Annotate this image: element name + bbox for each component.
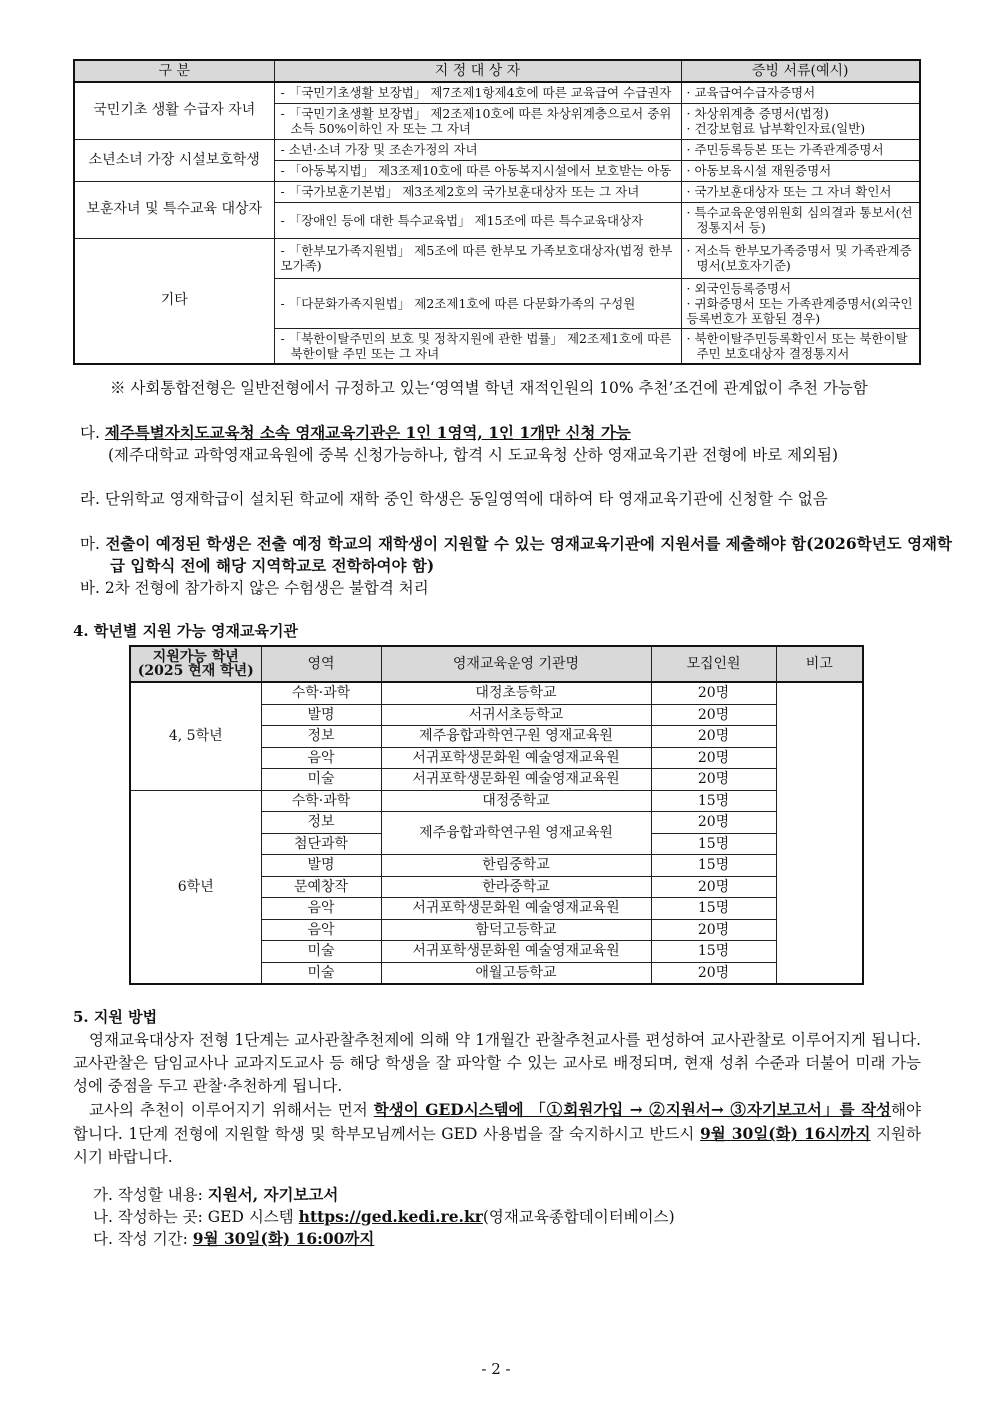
recruit-cell: 20명 <box>651 769 776 791</box>
item-da-text: 제주특별자치도교육청 소속 영재교육기관은 1인 1영역, 1인 1개만 신청 가능 <box>104 423 631 442</box>
recruit-cell: 15명 <box>651 855 776 877</box>
target-cell: - 「장애인 등에 대한 특수교육법」 제15조에 따른 특수교육대상자 <box>274 202 681 238</box>
header-category: 구 분 <box>74 60 274 82</box>
institution-cell: 제주융합과학연구원 영재교육원 <box>381 726 651 748</box>
table-row <box>74 181 920 202</box>
institution-cell: 서귀포학생문화원 예술영재교육원 <box>381 747 651 769</box>
recruit-cell: 20명 <box>651 682 776 704</box>
target-cell: - 「다문화가족지원법」 제2조제1호에 따른 다문화가족의 구성원 <box>274 278 681 328</box>
docs-cell: · 북한이탈주민등록확인서 또는 북한이탈주민 보호대상자 결정통지서 <box>681 328 920 364</box>
field-cell: 정보 <box>261 726 381 748</box>
field-cell: 수학·과학 <box>261 790 381 812</box>
docs-cell: · 국가보훈대상자 또는 그 자녀 확인서 <box>681 181 920 202</box>
docs-cell: · 아동보육시설 재원증명서 <box>681 160 920 181</box>
field-cell: 음악 <box>261 898 381 920</box>
target-cell: - 「국민기초생활 보장법」 제7조제1항제4호에 따른 교육급여 수급권자 <box>274 82 681 103</box>
eligibility-table-header <box>74 60 920 82</box>
target-cell: - 「북한이탈주민의 보호 및 정착지원에 관한 법률」 제2조제1호에 따른 북한이탈 주민 또는 그 자녀 <box>274 328 681 364</box>
section5-title: 5. 지원 방법 <box>73 1008 158 1026</box>
header-remark: 비고 <box>776 646 863 682</box>
apply-content: 가. 작성할 내용: 지원서, 자기보고서 <box>93 1185 339 1204</box>
eligibility-table <box>73 59 921 365</box>
header-field: 영역 <box>261 646 381 682</box>
institution-cell: 서귀포학생문화원 예술영재교육원 <box>381 941 651 963</box>
field-cell: 음악 <box>261 747 381 769</box>
section4-title: 4. 학년별 지원 가능 영재교육기관 <box>73 622 298 640</box>
ged-link[interactable]: https://ged.kedi.re.kr <box>298 1207 483 1226</box>
institution-cell: 서귀포학생문화원 예술영재교육원 <box>381 769 651 791</box>
field-cell: 문예창작 <box>261 876 381 898</box>
table-row <box>130 682 863 704</box>
category-cell: 국민기초 생활 수급자 자녀 <box>74 82 274 139</box>
section5-paragraph-1: 영재교육대상자 전형 1단계는 교사관찰추천제에 의해 약 1개월간 관찰추천교사를 편성하여 교사관찰로 이루어지게 됩니다. 교사관찰은 담임교사나 교과지도교사 등 해당 학생을 잘 파악할 수 있는 교사로 배정되며, 현재 성취 수준과 더불어 미래 가능성에 중점을 두고 관찰·추천하게 됩니다. <box>73 1031 921 1095</box>
note-text: ※ 사회통합전형은 일반전형에서 규정하고 있는‘영역별 학년 재적인원의 10% 추천’조건에 관계없이 추천 가능함 <box>110 379 868 397</box>
field-cell: 수학·과학 <box>261 682 381 704</box>
field-cell: 발명 <box>261 704 381 726</box>
recruit-cell: 15명 <box>651 833 776 855</box>
table-row <box>74 139 920 160</box>
item-ma: 마. 전출이 예정된 학생은 전출 예정 학교의 재학생이 지원할 수 있는 영재교육기관에 지원서를 제출해야 함(2026학년도 영재학급 입학식 전에 해당 지역학교로 전학하여야 함) <box>80 534 952 575</box>
recruit-cell: 15명 <box>651 790 776 812</box>
institution-cell: 대정초등학교 <box>381 682 651 704</box>
institution-table-header <box>130 646 863 682</box>
header-grade: 지원가능 학년 (2025 현재 학년) <box>130 646 261 682</box>
table-row <box>130 790 863 812</box>
category-cell: 기타 <box>74 238 274 364</box>
institution-cell: 한림중학교 <box>381 855 651 877</box>
field-cell: 발명 <box>261 855 381 877</box>
target-cell: - 「국가보훈기본법」 제3조제2호의 국가보훈대상자 또는 그 자녀 <box>274 181 681 202</box>
page-number: - 2 - <box>481 1360 511 1378</box>
recruit-cell: 20명 <box>651 747 776 769</box>
item-marker: 다. <box>80 424 100 442</box>
section5-paragraph-2: 교사의 추천이 이루어지기 위해서는 먼저 학생이 GED시스템에 「①회원가입 → ②지원서→ ③자기보고서」를 작성해야 합니다. 1단계 전형에 지원할 학생 및 학부모님께서는 GED 사용법을 잘 숙지하시고 반드시 9월 30일(화) 16시까지 지원하시기 바랍니다. <box>73 1100 921 1166</box>
grade-cell: 4, 5학년 <box>130 682 261 790</box>
field-cell: 정보 <box>261 812 381 834</box>
item-da <box>80 422 922 444</box>
item-da-sub: (제주대학교 과학영재교육원에 중복 신청가능하나, 합격 시 도교육청 산하 영재교육기관 전형에 바로 제외됨) <box>108 446 839 464</box>
docs-cell: · 외국인등록증명서 · 귀화증명서 또는 가족관계증명서(외국인등록번호가 포함된 경우) <box>681 278 920 328</box>
recruit-cell: 20명 <box>651 812 776 834</box>
category-cell: 보훈자녀 및 특수교육 대상자 <box>74 181 274 238</box>
header-institution: 영재교육운영 기관명 <box>381 646 651 682</box>
apply-period: 다. 작성 기간: 9월 30일(화) 16:00까지 <box>93 1229 375 1248</box>
recruit-cell: 20명 <box>651 919 776 941</box>
recruit-cell: 15명 <box>651 941 776 963</box>
institution-cell: 서귀서초등학교 <box>381 704 651 726</box>
institution-cell: 제주융합과학연구원 영재교육원 <box>381 812 651 855</box>
docs-cell: · 차상위계층 증명서(법정) · 건강보험료 납부확인자료(일반) <box>681 103 920 139</box>
category-cell: 소년소녀 가장 시설보호학생 <box>74 139 274 181</box>
institution-cell: 애월고등학교 <box>381 962 651 984</box>
field-cell: 미술 <box>261 962 381 984</box>
table-row <box>74 82 920 103</box>
item-ra: 라. 단위학교 영재학급이 설치된 학교에 재학 중인 학생은 동일영역에 대하여 타 영재교육기관에 신청할 수 없음 <box>80 490 828 508</box>
field-cell: 미술 <box>261 941 381 963</box>
field-cell: 음악 <box>261 919 381 941</box>
table-row <box>74 238 920 278</box>
docs-cell: · 교육급여수급자증명서 <box>681 82 920 103</box>
recruit-cell: 20명 <box>651 704 776 726</box>
docs-cell: · 특수교육운영위원회 심의결과 통보서(선정통지서 등) <box>681 202 920 238</box>
docs-cell: · 저소득 한부모가족증명서 및 가족관계증명서(보호자기준) <box>681 238 920 278</box>
recruit-cell: 20명 <box>651 876 776 898</box>
docs-cell: · 주민등록등본 또는 가족관계증명서 <box>681 139 920 160</box>
institution-cell: 대정중학교 <box>381 790 651 812</box>
institution-cell: 한라중학교 <box>381 876 651 898</box>
item-ba: 바. 2차 전형에 참가하지 않은 수험생은 불합격 처리 <box>80 579 429 597</box>
recruit-cell: 20명 <box>651 726 776 748</box>
recruit-cell: 15명 <box>651 898 776 920</box>
field-cell: 첨단과학 <box>261 833 381 855</box>
institution-cell: 서귀포학생문화원 예술영재교육원 <box>381 898 651 920</box>
target-cell: - 「한부모가족지원법」 제5조에 따른 한부모 가족보호대상자(법정 한부모가족) <box>274 238 681 278</box>
target-cell: - 「아동복지법」 제3조제10호에 따른 아동복지시설에서 보호받는 아동 <box>274 160 681 181</box>
header-documents: 증빙 서류(예시) <box>681 60 920 82</box>
field-cell: 미술 <box>261 769 381 791</box>
institution-cell: 함덕고등학교 <box>381 919 651 941</box>
apply-location: 나. 작성하는 곳: GED 시스템 https://ged.kedi.re.kr(영재교육종합데이터베이스) <box>93 1207 675 1226</box>
grade-cell: 6학년 <box>130 790 261 984</box>
recruit-cell: 20명 <box>651 962 776 984</box>
header-recruit: 모집인원 <box>651 646 776 682</box>
header-target: 지 정 대 상 자 <box>274 60 681 82</box>
institution-table <box>129 645 864 985</box>
target-cell: - 「국민기초생활 보장법」 제2조제10호에 따른 차상위계층으로서 중위소득 50%이하인 자 또는 그 자녀 <box>274 103 681 139</box>
target-cell: - 소년·소녀 가장 및 조손가정의 자녀 <box>274 139 681 160</box>
remark-cell <box>776 682 863 984</box>
